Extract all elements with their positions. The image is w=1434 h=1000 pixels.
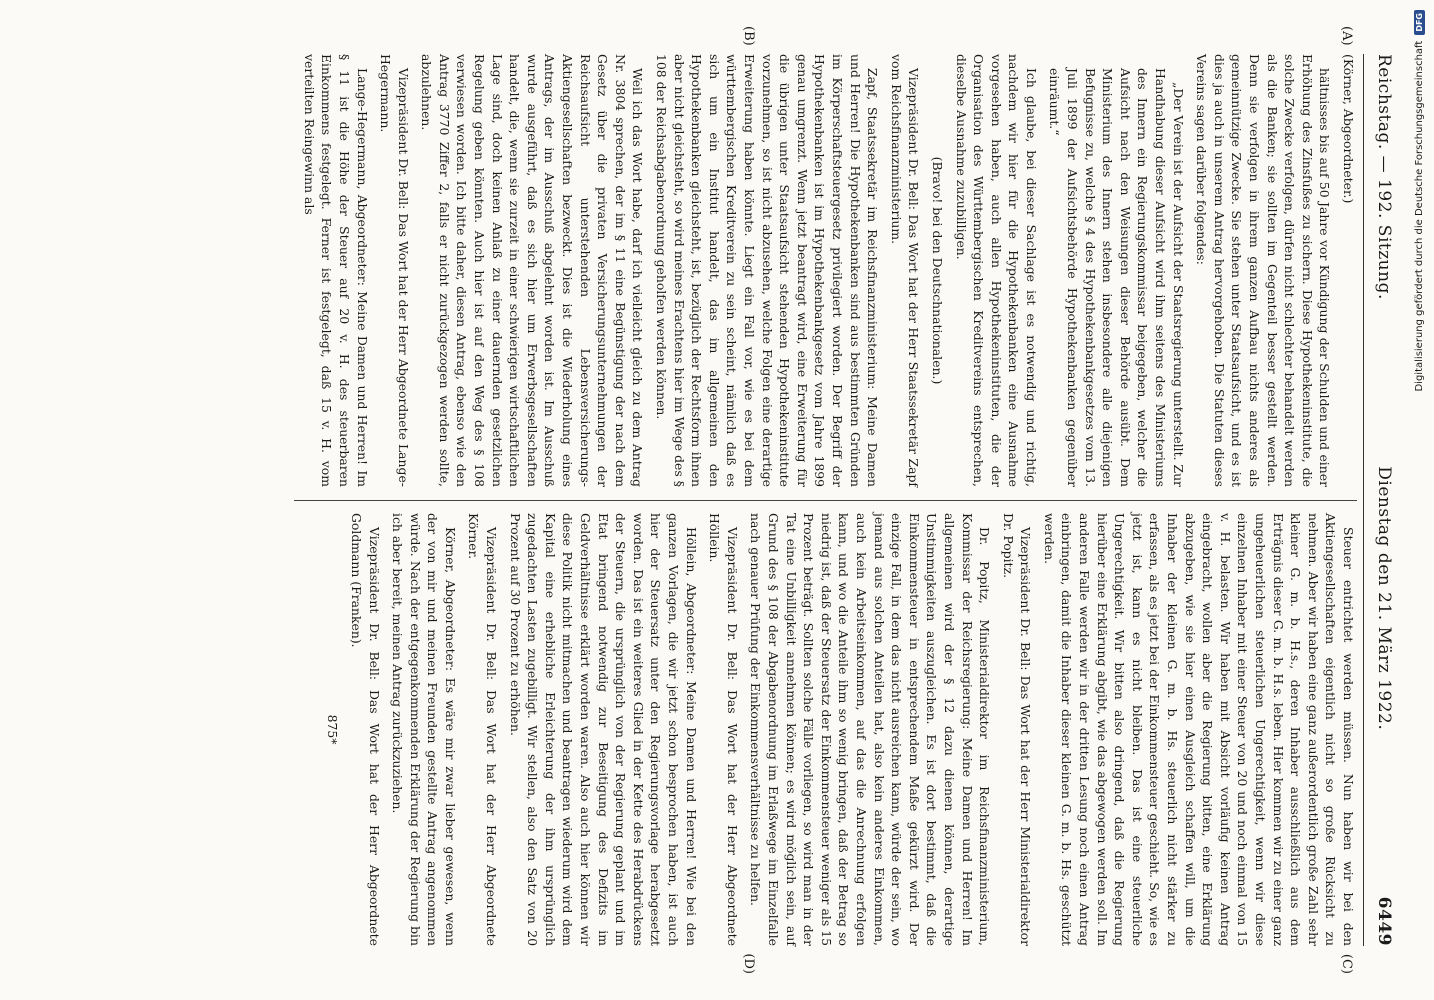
margin-marker-c: (C): [1339, 953, 1354, 974]
running-head: (Körner, Abgeordneter.): [1341, 54, 1356, 204]
vice-president-remark-1: Vizepräsident Dr. Bell: Das Wort hat der Herr Staatssekretär Zapf vom Reichsfinanzministerium.: [888, 54, 922, 487]
left-paragraph-4: Weil ich das Wort habe, darf ich vielleicht gleich zu dem Antrag Nr. 3804 sprechen, der im § 11 eine Begünstigung der nach dem Gesetz über die privaten Versicherungsunternehmungen der Reichsaufsicht unterstehenden Lebensversicherungs-Aktiengesellschaften bezweckt. Dies ist die Wiederholung eines Antrags, der im Ausschuß abgelehnt worden ist. Im Ausschuß wurde ausgeführt, daß es sich hier um Erwerbsgesellschaften handelt, die, wenn sie zurzeit in einer schwierigen wirtschaftlichen Lage sind, doch keinen Anlaß zu einer dauernden gesetzlichen Regelung geben könnten. Auch hier ist auf den Weg des § 108 verwiesen worden. Ich bitte daher, diesen Antrag, ebenso wie den Antrag 3770 Ziffer 2, falls er nicht zurückgezogen werden sollte, abzulehnen.: [419, 54, 646, 487]
page-number: 6449: [1374, 896, 1394, 946]
left-paragraph-5: Lange-Hegermann, Abgeordneter: Meine Damen und Herren! Im § 11 ist die Höhe der Steuer auf 20 v. H. des steuerbaren Einkommens festgelegt. Ferner ist festgelegt, daß 15 v. H. vom verteilten Reingewinn als: [301, 54, 370, 487]
margin-marker-a: (A): [1339, 26, 1354, 46]
header-date: Dienstag den 21. März 1922.: [1374, 466, 1394, 731]
header-left: Reichstag. — 192. Sitzung.: [1374, 54, 1394, 300]
right-paragraph-3: Höllein, Abgeordneter: Meine Damen und Herren! Wie bei den ganzen Vorlagen, die wir jetzt schon besprochen haben, ist auch hier der Steuersatz unter den Regierungsvorlage herabgesetzt worden. Das ist ein weiteres Glied in der Kette des Herabdrückens der Steuern, die ursprünglich von der Regierung geplant und im Etat bringend notwendig zur Beseitigung des Defizits im Geldverhältnisse erklärt worden waren. Also auch hier können wir diese Politik nicht mitmachen und beantragen wiederum wird dem Kapital eine erhebliche Erleichterung der ihm ursprünglich zugedachten Lasten zugebilligt. Wir stellen, also den Satz von 20 Prozent auf 30 Prozent zu erhöhen.: [507, 513, 699, 946]
right-column: [294, 513, 1357, 974]
right-paragraph-1: Steuer entrichtet werden müssen. Nun haben wir bei den Aktiengesellschaften eigentlich nicht so große Rücksicht zu nehmen. Aber wir haben eine ganz außerordentlich große Zahl sehr kleiner G. m. b. H.s., deren Inhaber ausschließlich aus dem Erträgnis dieser G. m. b. H.s. leben. Hier kommen wir zu einer ganz ungeheuerlichen steuerlichen Ungerechtigkeit, wenn wir diese einzelnen Inhaber mit einer Steuer von 20 und noch einmal von 15 v. H. belasten. Wir haben mit Absicht vorläufig keinen Antrag eingebracht, wollen aber die Regierung bitten, eine Erklärung abzugeben, wie sie hier einen Ausgleich schaffen will, um die Inhaber der kleinen G. m. b. Hs. steuerlich nicht stärker zu erfassen, als es jetzt bei der Einkommensteuer geschieht. So, wie es jetzt ist, kann es nicht bleiben. Das ist eine steuerliche Ungerechtigkeit. Wir bitten also dringend, daß die Regierung hierüber eine Erklärung abgibt, wie das abgewogen werden soll. Im anderen Falle werden wir in der dritten Lesung noch einen Antrag einbringen, damit die Inhaber dieser kleinen G. m. b. Hs. geschützt werden.: [1041, 513, 1356, 946]
left-paragraph-2: Ich glaube, bei dieser Sachlage ist es notwendig und richtig, nachdem wir hier für die Hypothekenbanken eine Ausnahme vorgesehen haben, auch allen Hypothekeninstituten, die der Organisation des Württembergischen Kreditvereins entsprechen, dieselbe Ausnahme zuzubilligen.: [953, 54, 1039, 487]
vice-president-remark-3: Vizepräsident Dr. Bell: Das Wort hat der Herr Ministerialdirektor Dr. Popitz.: [1000, 513, 1034, 946]
left-quote: „Der Verein ist der Aufsicht der Staatsregierung unterstellt. Zur Handhabung dieser Aufsicht wird ihm seitens des Ministeriums des Innern ein Regierungskommissar beigegeben, welcher die Aufsicht nach den Weisungen dieser Behörde ausübt. Dem Ministerium des Innern stehen insbesondere alle diejenigen Befugnisse zu, welche § 4 des Hypothekenbankgesetzes vom 13. Juli 1899 der Aufsichtsbehörde Hypothekenbanken gegenüber einräumt.“: [1047, 68, 1186, 487]
column-divider: [294, 500, 1357, 501]
rotated-page: [48, 20, 1408, 980]
vice-president-remark-4: Vizepräsident Dr. Bell: Das Wort hat der Herr Abgeordnete Höllein.: [707, 513, 740, 946]
vice-president-remark-2: Vizepräsident Dr. Bell: Das Wort hat der Herr Abgeordnete Lange-Hegermann.: [378, 54, 411, 487]
right-paragraph-4: Körner, Abgeordneter: Es wäre mir zwar lieber gewesen, wenn der von mir und meinen Freunden gestellte Antrag angenommen würde. Nach der entgegenkommenden Erklärung der Regierung bin ich aber bereit, meinen Antrag zurückzuziehen.: [390, 513, 458, 946]
right-paragraph-2: Dr. Popitz, Ministerialdirektor im Reichsfinanzministerium, Kommissar der Reichsregierung: Meine Damen und Herren! Im allgemeinen wird der § 12 dazu dienen können, derartige Unstimmigkeiten auszugleichen. Es ist dort bestimmt, daß die Einkommensteuer in entsprechendem Maße gekürzt wird. Der einzige Fall, in dem das nicht ausreichen kann, würde der sein, wo jemand aus solchen Anteilen hat, also kein anderes Einkommen, auch kein Arbeitseinkommen, auf das die Anrechnung erfolgen kann, und wo die Anteile ihm so wenig bringen, daß der Betrag so niedrig ist, daß der Steuersatz der Einkommensteuer weniger als 15 Prozent beträgt. Sollten solche Fälle vorliegen, so wird man in der Tat eine Unbilligkeit annehmen können; es wird möglich sein, auf Grund des § 108 der Abgabenordnung im Erlaßwege im Einzelfalle nach genauer Prüfung der Einkommensverhältnisse zu helfen.: [748, 513, 993, 946]
digitization-text: Digitalisierung gefördert durch die Deutsche Forschungsgemeinschaft: [1413, 40, 1425, 392]
dfg-logo: DFG: [1414, 10, 1425, 35]
margin-marker-d: (D): [741, 953, 756, 974]
digitization-note: [1408, 10, 1430, 990]
left-column: [294, 26, 1357, 487]
vice-president-remark-6: Vizepräsident Dr. Bell: Das Wort hat der Herr Abgeordnete Goldmann (Franken).: [348, 513, 382, 946]
signature-mark: 875*: [325, 714, 341, 745]
left-paragraph-1: hältnisses bis auf 50 Jahre vor Kündigung der Schulden und einer Erhöhung des Zinsfußes zu sichern. Diese Hypothekeninstitute, die solche Zwecke verfolgen, dürfen nicht schlechter behandelt werden als die Banken; sie sollten im Gegenteil besser gestellt werden. Denn sie verfolgen in ihrem ganzen Aufbau nichts anderes als gemeinnützige Zwecke. Sie stehen unter Staatsaufsicht, und es ist dies ja auch in unserem Antrag hervorgehoben. Die Statuten dieses Vereins sagen darüber folgendes:: [1194, 54, 1333, 487]
vice-president-remark-5: Vizepräsident Dr. Bell: Das Wort hat der Herr Abgeordnete Körner.: [466, 513, 500, 946]
margin-marker-b: (B): [741, 26, 756, 46]
page-header: [1363, 54, 1394, 946]
left-paragraph-3: Zapf, Staatssekretär im Reichsfinanzministerium: Meine Damen und Herren! Die Hypothekenbanken sind aus bestimmten Gründen im Körperschaftsteuergesetz privilegiert worden. Der Begriff der Hypothekenbanken ist im Hypothekenbankgesetz vom Jahre 1899 genau umgrenzt. Wenn jetzt beantragt wird, eine Erweiterung für die übrigen unter Staatsaufsicht stehenden Hypothekeninstitute vorzunehmen, so ist nicht abzusehen, welche Folgen eine derartige Erweiterung haben könnte. Liegt ein Fall vor, wie es bei dem württembergischen Kreditverein zu sein scheint, nämlich daß es sich um ein Institut handelt, das im allgemeinen den Hypothekenbanken gleichsteht, ist, bezüglich der Rechtsform ihnen aber nicht gleichsteht, so wird meines Erachtens hier im Wege des § 108 der Reichsabgabenordnung geholfen werden können.: [654, 54, 881, 487]
applause-note: (Bravo! bei den Deutschnationalen.): [929, 156, 945, 385]
text-columns: [294, 26, 1357, 974]
